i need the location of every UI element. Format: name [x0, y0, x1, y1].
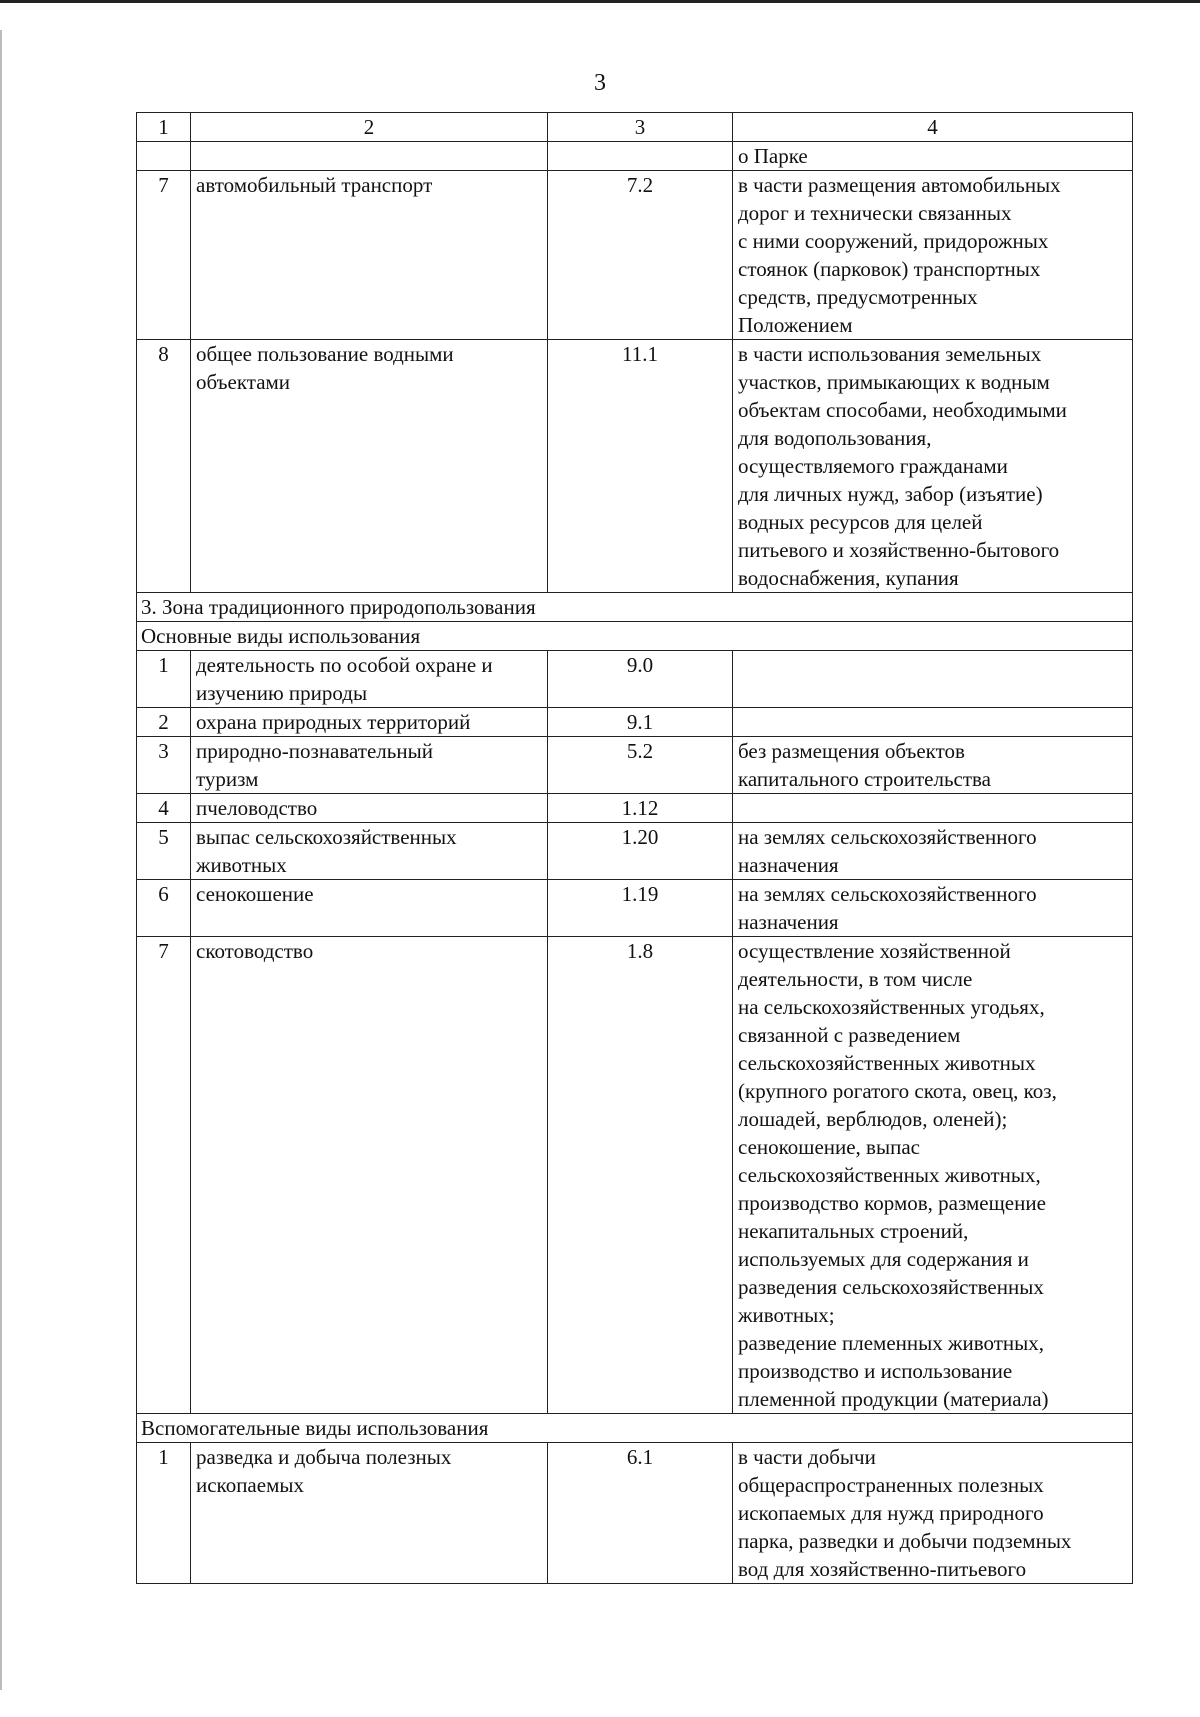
use-notes: в части использования земельных участков, примыкающих к водным объектам способами, необходимыми для водопользования, осуществляемого гражданами для личных нужд, забор (изъятие) водных ресурсов для целей питьевого и хозяйственно-бытового водоснабжения, купания [733, 340, 1133, 593]
use-code: 5.2 [548, 737, 733, 794]
use-type: природно-познавательный туризм [191, 737, 548, 794]
use-notes: в части размещения автомобильных дорог и технически связанных с ними сооружений, придорожных стоянок (парковок) транспортных средств, предусмотренных Положением [733, 171, 1133, 340]
use-notes: о Парке [733, 142, 1133, 171]
use-notes [733, 651, 1133, 708]
section-row [137, 593, 1133, 622]
land-use-table [136, 112, 1133, 1584]
use-notes: на землях сельскохозяйственного назначения [733, 823, 1133, 880]
header-cell-1: 1 [137, 113, 191, 142]
use-code: 7.2 [548, 171, 733, 340]
top-rule [0, 0, 1200, 3]
table-row [137, 937, 1133, 1414]
table-row [137, 1443, 1133, 1584]
use-type: разведка и добыча полезных ископаемых [191, 1443, 548, 1584]
use-notes [733, 708, 1133, 737]
left-edge [0, 30, 2, 1690]
table-row [137, 823, 1133, 880]
table-row [137, 651, 1133, 708]
use-code: 1.8 [548, 937, 733, 1414]
row-number: 1 [137, 651, 191, 708]
row-number: 5 [137, 823, 191, 880]
use-type: охрана природных территорий [191, 708, 548, 737]
table-row [137, 340, 1133, 593]
use-type: общее пользование водными объектами [191, 340, 548, 593]
use-code: 9.0 [548, 651, 733, 708]
use-notes: без размещения объектов капитального строительства [733, 737, 1133, 794]
header-cell-2: 2 [191, 113, 548, 142]
use-type: автомобильный транспорт [191, 171, 548, 340]
row-number [137, 142, 191, 171]
use-type: деятельность по особой охране и изучению природы [191, 651, 548, 708]
use-type [191, 142, 548, 171]
use-code: 1.19 [548, 880, 733, 937]
table-row [137, 171, 1133, 340]
table-row [137, 708, 1133, 737]
use-type: пчеловодство [191, 794, 548, 823]
use-code: 1.12 [548, 794, 733, 823]
use-notes: в части добычи общераспространенных полезных ископаемых для нужд природного парка, разведки и добычи подземных вод для хозяйственно-питьевого [733, 1443, 1133, 1584]
use-code: 11.1 [548, 340, 733, 593]
use-notes: осуществление хозяйственной деятельности, в том числе на сельскохозяйственных угодьях, связанной с разведением сельскохозяйственных животных (крупного рогатого скота, овец, коз, лошадей, верблюдов, оленей); сенокошение, выпас сельскохозяйственных животных, производство кормов, размещение некапитальных строений, используемых для содержания и разведения сельскохозяйственных животных; разведение племенных животных, производство и использование племенной продукции (материала) [733, 937, 1133, 1414]
table-row [137, 737, 1133, 794]
use-code: 1.20 [548, 823, 733, 880]
use-type: сенокошение [191, 880, 548, 937]
use-code: 9.1 [548, 708, 733, 737]
auxiliary-uses-heading: Вспомогательные виды использования [137, 1414, 1133, 1443]
continuation-row [137, 142, 1133, 171]
use-code: 6.1 [548, 1443, 733, 1584]
row-number: 6 [137, 880, 191, 937]
section-row [137, 622, 1133, 651]
zone-heading: 3. Зона традиционного природопользования [137, 593, 1133, 622]
row-number: 4 [137, 794, 191, 823]
section-row [137, 1414, 1133, 1443]
row-number: 7 [137, 171, 191, 340]
header-cell-3: 3 [548, 113, 733, 142]
row-number: 3 [137, 737, 191, 794]
row-number: 1 [137, 1443, 191, 1584]
header-cell-4: 4 [733, 113, 1133, 142]
main-uses-heading: Основные виды использования [137, 622, 1133, 651]
page-number: 3 [594, 70, 606, 96]
use-notes [733, 794, 1133, 823]
table-header-row [137, 113, 1133, 142]
use-type: выпас сельскохозяйственных животных [191, 823, 548, 880]
row-number: 2 [137, 708, 191, 737]
row-number: 8 [137, 340, 191, 593]
use-notes: на землях сельскохозяйственного назначения [733, 880, 1133, 937]
table-row [137, 794, 1133, 823]
table-row [137, 880, 1133, 937]
use-type: скотоводство [191, 937, 548, 1414]
row-number: 7 [137, 937, 191, 1414]
use-code [548, 142, 733, 171]
